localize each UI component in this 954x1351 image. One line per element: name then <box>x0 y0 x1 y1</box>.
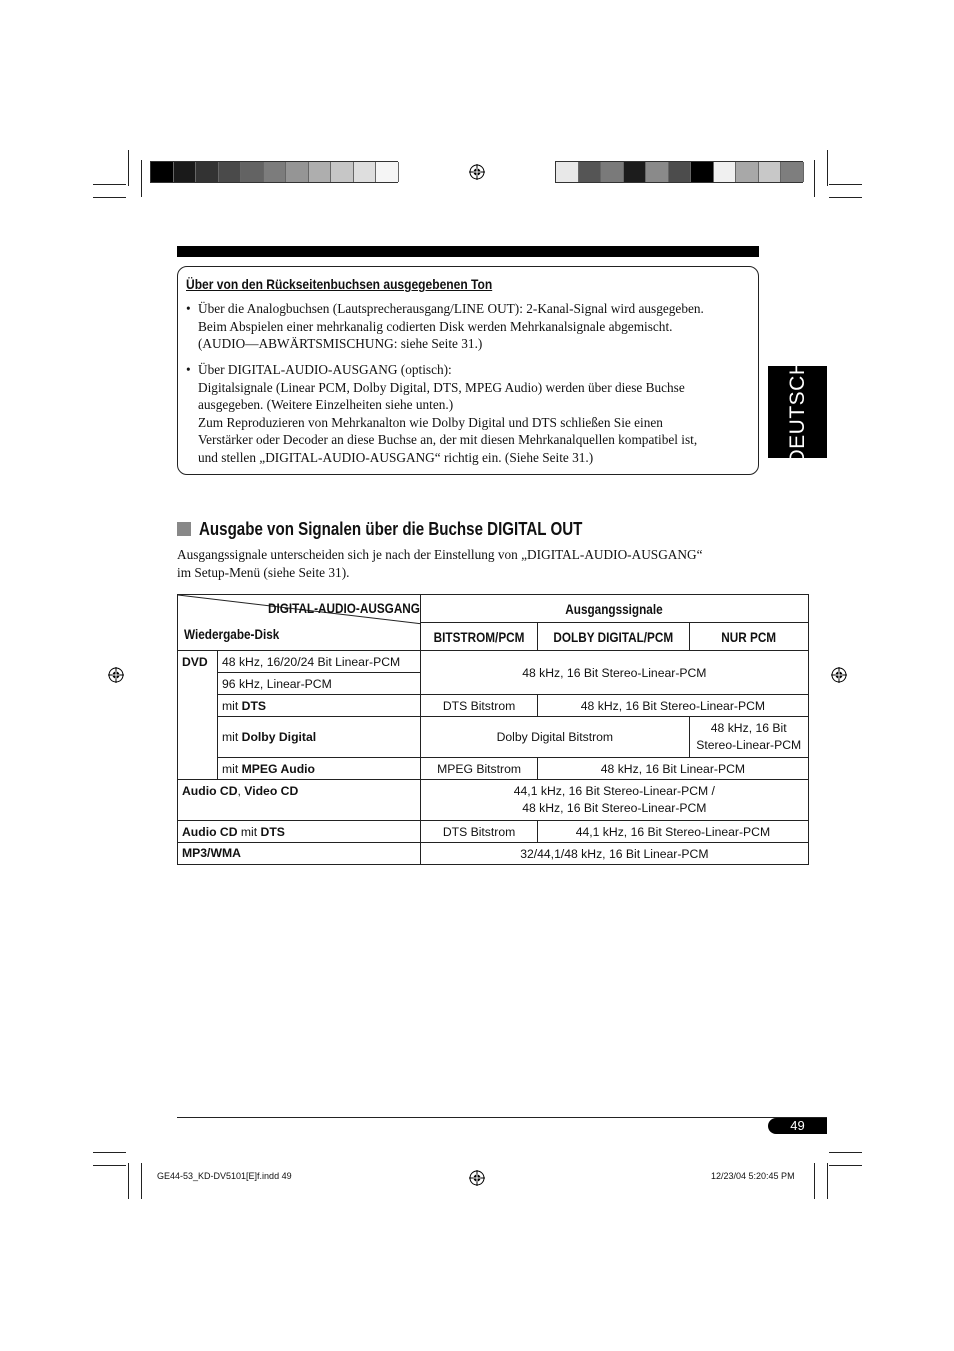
page-number: 49 <box>790 1118 805 1133</box>
table-cell: DTS Bitstrom <box>421 821 538 843</box>
info-line: Über die Analogbuchsen (Lautsprecherausgang/LINE OUT): 2-Kanal-Signal wird ausgegeben. <box>198 301 704 316</box>
crop-mark <box>814 1163 815 1199</box>
color-swatch <box>286 162 309 182</box>
color-swatch <box>196 162 219 182</box>
table-col-header <box>538 623 690 651</box>
color-swatch <box>556 162 579 182</box>
color-swatch <box>691 162 714 182</box>
color-swatch <box>759 162 782 182</box>
table-col-header <box>689 623 808 651</box>
crop-mark <box>829 1152 862 1153</box>
table-corner-cell <box>178 595 421 651</box>
color-swatch <box>354 162 377 182</box>
info-line: und stellen „DIGITAL-AUDIO-AUSGANG“ richtig ein. (Siehe Seite 31.) <box>198 449 594 465</box>
color-swatch <box>219 162 242 182</box>
cell-line: 44,1 kHz, 16 Bit Stereo-Linear-PCM / <box>513 784 715 798</box>
registration-mark-icon <box>469 1170 485 1186</box>
table-row-label <box>218 758 421 780</box>
cell-line: 48 kHz, 16 Bit Stereo-Linear-PCM <box>522 801 707 815</box>
dts-label: DTS <box>241 698 267 713</box>
print-slug-file: GE44-53_KD-DV5101[E]f.indd 49 <box>157 1171 292 1181</box>
info-bullet-analog <box>186 300 752 353</box>
table-cell: Dolby Digital Bitstrom <box>421 717 690 758</box>
table-cell: DTS Bitstrom <box>421 695 538 717</box>
color-swatch <box>736 162 759 182</box>
crop-mark <box>829 184 862 185</box>
crop-mark <box>93 1165 126 1166</box>
col-header-dolby: DOLBY DIGITAL/PCM <box>553 628 674 645</box>
crop-mark <box>93 184 126 185</box>
color-swatch <box>669 162 692 182</box>
info-line: Über DIGITAL-AUDIO-AUSGANG (optisch): <box>198 362 452 377</box>
crop-mark <box>93 197 126 198</box>
table-cell <box>421 780 809 821</box>
mit-label: mit <box>222 698 239 713</box>
table-group-header <box>421 595 809 623</box>
table-cell: 96 kHz, Linear-PCM <box>218 673 421 695</box>
mit-label: mit <box>222 730 239 744</box>
color-swatch <box>309 162 332 182</box>
table-row-label <box>218 695 421 717</box>
crop-mark <box>93 1152 126 1153</box>
bullet-icon: • <box>186 301 191 316</box>
col-header-nur-pcm: NUR PCM <box>721 628 777 645</box>
table-cell: 48 kHz, 16/20/24 Bit Linear-PCM <box>218 651 421 673</box>
table-cell: MPEG Bitstrom <box>421 758 538 780</box>
table-cell: 48 kHz, 16 Bit Stereo-Linear-PCM <box>538 695 809 717</box>
color-swatch <box>579 162 602 182</box>
dts-label: DTS <box>260 824 285 839</box>
info-box-heading: Über von den Rückseitenbuchsen ausgegebenen Ton <box>186 276 493 292</box>
table-cell: 44,1 kHz, 16 Bit Stereo-Linear-PCM <box>538 821 809 843</box>
color-swatch <box>331 162 354 182</box>
color-swatch <box>376 162 399 182</box>
crop-mark <box>141 1163 142 1199</box>
table-cell <box>689 717 808 758</box>
mpeg-audio-label: MPEG Audio <box>241 761 315 776</box>
color-calibration-bar-right <box>555 161 803 183</box>
print-slug-date: 12/23/04 5:20:45 PM <box>711 1171 795 1181</box>
cell-line: 48 kHz, 16 Bit <box>710 721 787 735</box>
table-cell: 32/44,1/48 kHz, 16 Bit Linear-PCM <box>421 843 809 865</box>
intro-line: im Setup-Menü (siehe Seite 31). <box>177 564 350 580</box>
col-header-bitstrom: BITSTROM/PCM <box>433 628 525 645</box>
color-calibration-bar-left <box>150 161 398 183</box>
page-number-badge <box>768 1118 827 1134</box>
color-swatch <box>264 162 287 182</box>
table-cell: 48 kHz, 16 Bit Stereo-Linear-PCM <box>421 651 809 695</box>
info-bullet-digital <box>186 361 752 467</box>
signal-table <box>177 594 809 865</box>
info-box <box>177 266 759 475</box>
video-cd-label: Video CD <box>244 784 299 798</box>
table-row-label <box>178 780 421 821</box>
language-tab-label: DEUTSCH <box>785 359 809 465</box>
color-swatch <box>241 162 264 182</box>
mp3-wma-label: MP3/WMA <box>182 846 241 860</box>
registration-mark-icon <box>831 667 847 683</box>
crop-mark <box>827 1163 828 1199</box>
crop-mark <box>827 150 828 186</box>
crop-mark <box>829 197 862 198</box>
intro-line: Ausgangssignale unterscheiden sich je nach der Einstellung von „DIGITAL-AUDIO-AUSGANG“ <box>177 547 703 562</box>
color-swatch <box>601 162 624 182</box>
separator-label: , <box>237 784 245 798</box>
table-cell: 48 kHz, 16 Bit Linear-PCM <box>538 758 809 780</box>
table-corner-top-label: DIGITAL-AUDIO-AUSGANG <box>267 600 420 616</box>
registration-mark-icon <box>108 667 124 683</box>
crop-mark <box>141 160 142 197</box>
crop-mark <box>128 150 129 186</box>
table-corner-bottom-label: Wiedergabe-Disk <box>184 626 280 642</box>
info-line: (AUDIO—ABWÄRTSMISCHUNG: siehe Seite 31.) <box>198 336 483 352</box>
dolby-digital-label: Dolby Digital <box>241 730 317 744</box>
crop-mark <box>814 160 815 197</box>
color-swatch <box>624 162 647 182</box>
crop-mark <box>829 1165 862 1166</box>
header-rule <box>177 246 759 257</box>
color-swatch <box>646 162 669 182</box>
info-line: ausgegeben. (Weitere Einzelheiten siehe unten.) <box>198 397 454 413</box>
color-swatch <box>151 162 174 182</box>
audio-cd-label: Audio CD <box>182 784 238 798</box>
table-row-label <box>178 821 421 843</box>
info-line: Digitalsignale (Linear PCM, Dolby Digital, DTS, MPEG Audio) werden über diese Buchse <box>198 379 685 395</box>
crop-mark <box>128 1163 129 1199</box>
table-row-label <box>218 717 421 758</box>
audio-cd-label: Audio CD <box>182 824 238 839</box>
mit-label: mit <box>240 824 258 839</box>
info-line: Verstärker oder Decoder an diese Buchse an, der mit diesen Mehrkanalquellen kompatibel ist, <box>198 432 698 448</box>
mit-label: mit <box>222 761 239 776</box>
info-line: Beim Abspielen einer mehrkanalig codierten Disk werden Mehrkanalsignale abgemischt. <box>198 318 673 334</box>
registration-mark-icon <box>469 164 485 180</box>
color-swatch <box>174 162 197 182</box>
language-tab <box>768 359 827 465</box>
color-swatch <box>714 162 737 182</box>
table-row-label-dvd <box>178 651 218 780</box>
footer-rule <box>177 1117 827 1118</box>
color-swatch <box>781 162 804 182</box>
table-col-header <box>421 623 538 651</box>
section-title: Ausgabe von Signalen über die Buchse DIGITAL OUT <box>199 519 583 539</box>
cell-line: Stereo-Linear-PCM <box>696 738 802 752</box>
table-row-label <box>178 843 421 865</box>
section-marker-icon <box>177 522 191 536</box>
dvd-label: DVD <box>182 655 208 669</box>
section-intro <box>177 546 757 581</box>
info-line: Zum Reproduzieren von Mehrkanalton wie Dolby Digital und DTS schließen Sie einen <box>198 414 663 430</box>
bullet-icon: • <box>186 362 191 377</box>
group-header-label: Ausgangssignale <box>565 600 664 617</box>
